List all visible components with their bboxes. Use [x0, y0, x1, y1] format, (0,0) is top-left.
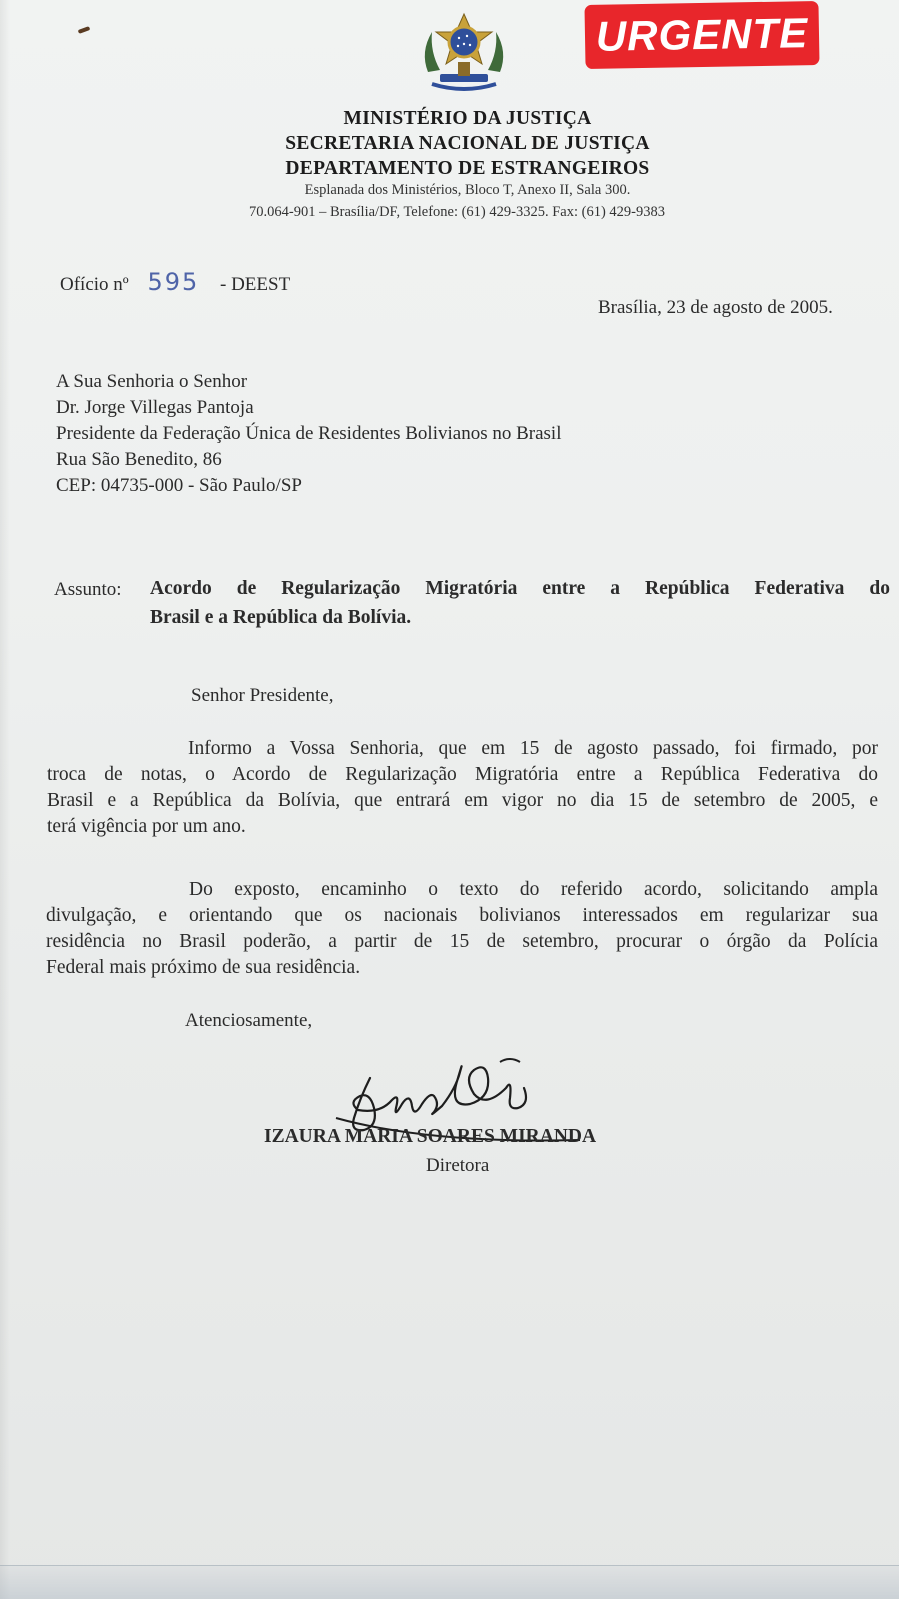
signatory-name: IZAURA MARIA SOARES MIRANDA	[264, 1126, 597, 1147]
closing: Atenciosamente,	[185, 1010, 313, 1031]
paper-speck	[78, 26, 91, 34]
department-name: DEPARTAMENTO DE ESTRANGEIROS	[285, 158, 650, 179]
paragraph-1-line: troca de notas, o Acordo de Regularização Migratória entre a República Federativa do	[47, 764, 878, 785]
paragraph-2-line: Do exposto, encaminho o texto do referido acordo, solicitando ampla	[189, 879, 878, 900]
salutation: Senhor Presidente,	[191, 685, 334, 706]
recipient-line: A Sua Senhoria o Senhor	[56, 371, 248, 392]
oficio-label: Ofício nº	[60, 274, 129, 295]
letter-date: Brasília, 23 de agosto de 2005.	[598, 297, 833, 318]
recipient-line: CEP: 04735-000 - São Paulo/SP	[56, 475, 302, 496]
subject-line-2: Brasil e a República da Bolívia.	[150, 607, 412, 628]
paragraph-2-line: residência no Brasil poderão, a partir de 15 de setembro, procurar o órgão da Polícia	[46, 931, 878, 952]
paragraph-1-line: Brasil e a República da Bolívia, que entrará em vigor no dia 15 de setembro de 2005, e	[47, 790, 878, 811]
page-bottom-edge	[0, 1565, 899, 1599]
subject-label: Assunto:	[54, 579, 122, 600]
address-line-2: 70.064-901 – Brasília/DF, Telefone: (61) 429-3325. Fax: (61) 429-9383	[249, 204, 665, 220]
oficio-suffix: - DEEST	[220, 274, 291, 295]
recipient-line: Rua São Benedito, 86	[56, 449, 222, 470]
subject-line-1: Acordo de Regularização Migratória entre a República Federativa do	[150, 578, 890, 599]
urgent-stamp-text: URGENTE	[595, 9, 809, 60]
paragraph-2-line: divulgação, e orientando que os nacionais bolivianos interessados em regularizar sua	[46, 905, 878, 926]
paragraph-2-line: Federal mais próximo de sua residência.	[46, 957, 361, 978]
recipient-line: Presidente da Federação Única de Residentes Bolivianos no Brasil	[56, 423, 562, 444]
page-shadow	[0, 0, 10, 1599]
address-line-1: Esplanada dos Ministérios, Bloco T, Anexo II, Sala 300.	[304, 182, 631, 198]
signatory-title: Diretora	[426, 1155, 490, 1176]
recipient-line: Dr. Jorge Villegas Pantoja	[56, 397, 254, 418]
paragraph-1-line: Informo a Vossa Senhoria, que em 15 de agosto passado, foi firmado, por	[188, 738, 878, 759]
urgent-stamp	[584, 1, 819, 69]
secretariat-name: SECRETARIA NACIONAL DE JUSTIÇA	[285, 133, 650, 154]
paragraph-1-line: terá vigência por um ano.	[47, 816, 246, 837]
ministry-name: MINISTÉRIO DA JUSTIÇA	[343, 108, 592, 129]
oficio-line	[60, 268, 290, 296]
brasao-da-republica-icon	[418, 12, 510, 96]
oficio-number: 595	[147, 268, 200, 296]
